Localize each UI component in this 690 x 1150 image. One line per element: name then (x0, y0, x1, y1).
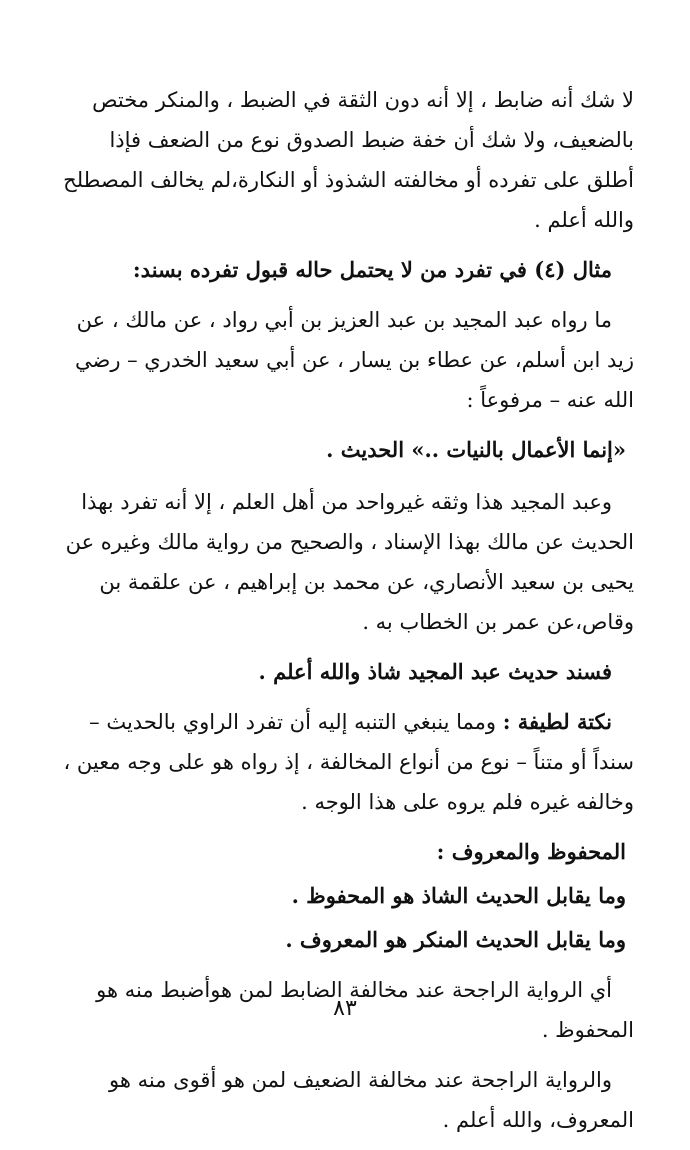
paragraph-mahfuz-def: أي الرواية الراجحة عند مخالفة الضابط لمن هوأضبط منه هو المحفوظ . (96, 978, 634, 1042)
paragraph-maruf-def: والرواية الراجحة عند مخالفة الضعيف لمن هو أقوى منه هو المعروف، والله أعلم . (109, 1068, 634, 1132)
example-heading: مثال (٤) في تفرد من لا يحتمل حاله قبول تفرده بسند: (132, 257, 612, 282)
item-mahfuz: وما يقابل الحديث الشاذ هو المحفوظ . (291, 883, 626, 908)
paragraph-abd-al-majid: وعبد المجيد هذا وثقه غيرواحد من أهل العلم ، إلا أنه تفرد بهذا الحديث عن مالك بهذا الإسناد ، والصحيح من رواية مالك وغيره عن يحيى بن سعيد الأنصاري، عن محمد بن إبراهيم ، عن علقمة بن وقاص،عن عمر بن الخطاب به . (65, 490, 634, 634)
conclusion: فسند حديث عبد المجيد شاذ والله أعلم . (258, 659, 612, 684)
paragraph-isnad: ما رواه عبد المجيد بن عبد العزيز بن أبي رواد ، عن مالك ، عن زيد ابن أسلم، عن عطاء بن يسار ، عن أبي سعيد الخدري – رضي الله عنه – مرفوعاً : (74, 308, 634, 412)
note-paragraph (58, 702, 634, 822)
subheading-mahfuz-maruf: المحفوظ والمعروف : (436, 839, 626, 864)
page-number: ٨٣ (333, 996, 357, 1021)
note-label: نكتة لطيفة : (502, 709, 612, 734)
paragraph-shadh-munkar: لا شك أنه ضابط ، إلا أنه دون الثقة في الضبط ، والمنكر مختص بالضعيف، ولا شك أن خفة ضبط الصدوق نوع من الضعف فإذا أطلق على تفرده أو مخالفته الشذوذ أو النكارة،لم يخالف المصطلح والله أعلم . (63, 88, 634, 232)
page-body (58, 80, 634, 1150)
hadith-quote: «إنما الأعمال بالنيات ..» الحديث . (326, 437, 626, 462)
item-maruf: وما يقابل الحديث المنكر هو المعروف . (285, 927, 626, 952)
note-text: ومما ينبغي التنبه إليه أن تفرد الراوي بالحديث – سنداً أو متناً – نوع من أنواع المخالفة ، إذ رواه هو على وجه معين ، وخالفه غيره فلم يروه على هذا الوجه . (63, 710, 634, 814)
